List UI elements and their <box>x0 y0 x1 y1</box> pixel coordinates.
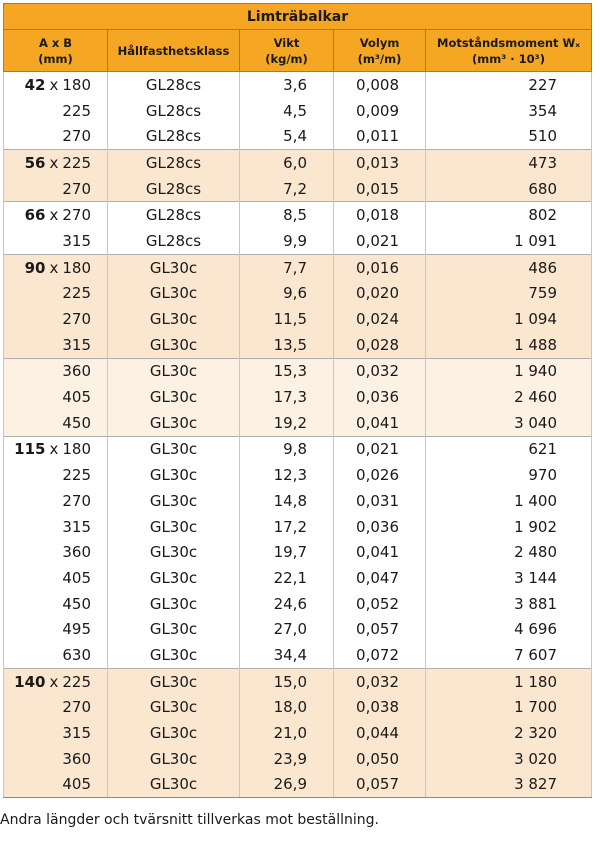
table-row <box>4 72 592 98</box>
table-row <box>4 746 592 772</box>
table-row <box>4 514 592 540</box>
cell-volume: 0,018 <box>334 202 426 228</box>
cell-grade: GL30c <box>108 565 240 591</box>
cell-separator: x <box>49 672 59 691</box>
cell-weight: 23,9 <box>240 746 334 772</box>
table-row <box>4 98 592 124</box>
cell-height-b: 270 <box>62 206 91 225</box>
cell-volume: 0,036 <box>334 384 426 410</box>
cell-moment: 970 <box>426 462 592 488</box>
cell-volume: 0,050 <box>334 746 426 772</box>
cell-height-b: 405 <box>62 568 91 587</box>
cell-grade: GL30c <box>108 642 240 668</box>
cell-moment: 227 <box>426 72 592 98</box>
cell-weight: 9,9 <box>240 228 334 254</box>
table-title: Limträbalkar <box>4 4 592 30</box>
header-weight <box>240 30 334 72</box>
cell-height-b: 315 <box>62 231 91 250</box>
cell-separator: x <box>49 206 59 225</box>
cell-moment: 759 <box>426 281 592 307</box>
cell-grade: GL30c <box>108 514 240 540</box>
cell-grade: GL30c <box>108 332 240 358</box>
header-dimensions <box>4 30 108 72</box>
cell-dimensions <box>4 668 108 694</box>
cell-volume: 0,044 <box>334 720 426 746</box>
cell-height-b: 180 <box>62 75 91 94</box>
cell-weight: 26,9 <box>240 772 334 798</box>
cell-moment: 680 <box>426 176 592 202</box>
cell-height-b: 315 <box>62 517 91 536</box>
cell-height-b: 495 <box>62 620 91 639</box>
cell-dimensions <box>4 332 108 358</box>
header-weight-label: Vikt <box>273 35 300 50</box>
cell-moment: 1 700 <box>426 695 592 721</box>
cell-weight: 19,7 <box>240 539 334 565</box>
cell-dimensions <box>4 410 108 436</box>
cell-dimensions <box>4 384 108 410</box>
cell-moment: 2 460 <box>426 384 592 410</box>
cell-volume: 0,021 <box>334 436 426 462</box>
cell-grade: GL28cs <box>108 123 240 149</box>
cell-volume: 0,009 <box>334 98 426 124</box>
cell-width-a: 56 <box>24 153 46 172</box>
cell-grade: GL28cs <box>108 72 240 98</box>
cell-height-b: 450 <box>62 413 91 432</box>
table-row <box>4 123 592 149</box>
cell-height-b: 360 <box>62 749 91 768</box>
table-row <box>4 150 592 176</box>
cell-moment: 510 <box>426 123 592 149</box>
cell-height-b: 360 <box>62 543 91 562</box>
header-moment <box>426 30 592 72</box>
beam-table-container <box>3 3 591 798</box>
table-row <box>4 616 592 642</box>
cell-volume: 0,032 <box>334 668 426 694</box>
cell-grade: GL30c <box>108 695 240 721</box>
header-volume <box>334 30 426 72</box>
table-row <box>4 772 592 798</box>
cell-grade: GL30c <box>108 720 240 746</box>
cell-dimensions <box>4 642 108 668</box>
cell-volume: 0,013 <box>334 150 426 176</box>
cell-volume: 0,041 <box>334 410 426 436</box>
header-volume-label: Volym <box>359 35 400 50</box>
table-row <box>4 202 592 228</box>
cell-moment: 1 091 <box>426 228 592 254</box>
cell-dimensions <box>4 695 108 721</box>
cell-moment: 3 144 <box>426 565 592 591</box>
table-body <box>4 72 592 798</box>
cell-weight: 34,4 <box>240 642 334 668</box>
cell-grade: GL30c <box>108 746 240 772</box>
cell-height-b: 405 <box>62 775 91 794</box>
table-row <box>4 642 592 668</box>
cell-weight: 24,6 <box>240 591 334 617</box>
cell-separator: x <box>49 440 59 459</box>
cell-grade: GL30c <box>108 254 240 280</box>
cell-weight: 22,1 <box>240 565 334 591</box>
cell-dimensions <box>4 565 108 591</box>
cell-volume: 0,052 <box>334 591 426 617</box>
cell-weight: 9,6 <box>240 281 334 307</box>
cell-width-a: 90 <box>24 258 46 277</box>
cell-moment: 1 902 <box>426 514 592 540</box>
cell-volume: 0,038 <box>334 695 426 721</box>
cell-height-b: 360 <box>62 362 91 381</box>
cell-height-b: 225 <box>62 153 91 172</box>
cell-dimensions <box>4 514 108 540</box>
cell-dimensions <box>4 358 108 384</box>
cell-weight: 12,3 <box>240 462 334 488</box>
table-row <box>4 436 592 462</box>
cell-grade: GL30c <box>108 539 240 565</box>
header-dimensions-unit: (mm) <box>38 51 73 66</box>
cell-grade: GL30c <box>108 358 240 384</box>
cell-separator: x <box>49 153 59 172</box>
cell-height-b: 630 <box>62 645 91 664</box>
cell-height-b: 315 <box>62 724 91 743</box>
cell-grade: GL30c <box>108 772 240 798</box>
cell-volume: 0,020 <box>334 281 426 307</box>
cell-height-b: 225 <box>62 284 91 303</box>
cell-moment: 2 480 <box>426 539 592 565</box>
cell-weight: 14,8 <box>240 488 334 514</box>
cell-volume: 0,015 <box>334 176 426 202</box>
header-dimensions-label: A x B <box>38 35 73 50</box>
cell-weight: 5,4 <box>240 123 334 149</box>
cell-height-b: 405 <box>62 388 91 407</box>
cell-width-a: 42 <box>24 75 46 94</box>
cell-dimensions <box>4 746 108 772</box>
cell-height-b: 225 <box>62 466 91 485</box>
cell-dimensions <box>4 123 108 149</box>
cell-volume: 0,031 <box>334 488 426 514</box>
cell-grade: GL30c <box>108 384 240 410</box>
cell-width-a: 140 <box>14 672 46 691</box>
cell-weight: 17,3 <box>240 384 334 410</box>
header-weight-unit: (kg/m) <box>265 51 308 66</box>
header-volume-unit: (m³/m) <box>357 51 402 66</box>
cell-dimensions <box>4 150 108 176</box>
cell-volume: 0,041 <box>334 539 426 565</box>
cell-width-a: 115 <box>14 440 46 459</box>
table-row <box>4 565 592 591</box>
cell-grade: GL30c <box>108 591 240 617</box>
cell-weight: 6,0 <box>240 150 334 176</box>
cell-moment: 802 <box>426 202 592 228</box>
cell-weight: 18,0 <box>240 695 334 721</box>
header-moment-label: Motståndsmoment Wₓ <box>437 35 580 50</box>
cell-dimensions <box>4 720 108 746</box>
header-moment-unit: (mm³ · 10³) <box>472 51 545 66</box>
cell-weight: 17,2 <box>240 514 334 540</box>
cell-dimensions <box>4 281 108 307</box>
cell-weight: 21,0 <box>240 720 334 746</box>
cell-height-b: 450 <box>62 594 91 613</box>
cell-grade: GL30c <box>108 410 240 436</box>
cell-moment: 1 094 <box>426 306 592 332</box>
table-row <box>4 695 592 721</box>
cell-dimensions <box>4 436 108 462</box>
cell-volume: 0,047 <box>334 565 426 591</box>
table-row <box>4 488 592 514</box>
cell-moment: 486 <box>426 254 592 280</box>
cell-dimensions <box>4 72 108 98</box>
table-row <box>4 668 592 694</box>
table-row <box>4 591 592 617</box>
table-row <box>4 332 592 358</box>
cell-grade: GL28cs <box>108 228 240 254</box>
cell-grade: GL30c <box>108 281 240 307</box>
cell-weight: 15,0 <box>240 668 334 694</box>
cell-moment: 3 040 <box>426 410 592 436</box>
cell-dimensions <box>4 202 108 228</box>
table-row <box>4 720 592 746</box>
cell-moment: 3 020 <box>426 746 592 772</box>
cell-height-b: 270 <box>62 127 91 146</box>
table-row <box>4 254 592 280</box>
table-row <box>4 462 592 488</box>
cell-dimensions <box>4 228 108 254</box>
cell-dimensions <box>4 616 108 642</box>
cell-grade: GL30c <box>108 668 240 694</box>
cell-weight: 4,5 <box>240 98 334 124</box>
cell-volume: 0,008 <box>334 72 426 98</box>
footnote: Andra längder och tvärsnitt tillverkas mot beställning. <box>0 812 379 828</box>
table-row <box>4 228 592 254</box>
cell-moment: 621 <box>426 436 592 462</box>
cell-dimensions <box>4 772 108 798</box>
cell-moment: 4 696 <box>426 616 592 642</box>
cell-height-b: 180 <box>62 258 91 277</box>
cell-volume: 0,072 <box>334 642 426 668</box>
cell-height-b: 225 <box>62 101 91 120</box>
cell-moment: 1 400 <box>426 488 592 514</box>
cell-height-b: 315 <box>62 335 91 354</box>
cell-dimensions <box>4 176 108 202</box>
cell-volume: 0,016 <box>334 254 426 280</box>
cell-dimensions <box>4 98 108 124</box>
cell-grade: GL28cs <box>108 176 240 202</box>
cell-height-b: 270 <box>62 491 91 510</box>
cell-dimensions <box>4 462 108 488</box>
cell-volume: 0,057 <box>334 616 426 642</box>
cell-volume: 0,024 <box>334 306 426 332</box>
cell-weight: 15,3 <box>240 358 334 384</box>
cell-grade: GL28cs <box>108 202 240 228</box>
table-row <box>4 176 592 202</box>
beam-table <box>3 3 592 798</box>
cell-volume: 0,011 <box>334 123 426 149</box>
cell-height-b: 270 <box>62 698 91 717</box>
cell-moment: 3 881 <box>426 591 592 617</box>
cell-weight: 7,2 <box>240 176 334 202</box>
cell-volume: 0,021 <box>334 228 426 254</box>
cell-moment: 1 940 <box>426 358 592 384</box>
cell-dimensions <box>4 254 108 280</box>
cell-grade: GL30c <box>108 436 240 462</box>
cell-weight: 27,0 <box>240 616 334 642</box>
table-row <box>4 539 592 565</box>
cell-dimensions <box>4 539 108 565</box>
cell-height-b: 270 <box>62 179 91 198</box>
cell-height-b: 180 <box>62 440 91 459</box>
cell-grade: GL30c <box>108 306 240 332</box>
cell-volume: 0,026 <box>334 462 426 488</box>
cell-weight: 19,2 <box>240 410 334 436</box>
cell-dimensions <box>4 591 108 617</box>
table-row <box>4 306 592 332</box>
cell-width-a: 66 <box>24 206 46 225</box>
cell-grade: GL30c <box>108 616 240 642</box>
cell-grade: GL28cs <box>108 98 240 124</box>
cell-weight: 13,5 <box>240 332 334 358</box>
table-row <box>4 281 592 307</box>
cell-height-b: 225 <box>62 672 91 691</box>
cell-weight: 8,5 <box>240 202 334 228</box>
table-row <box>4 410 592 436</box>
cell-moment: 1 180 <box>426 668 592 694</box>
cell-dimensions <box>4 306 108 332</box>
cell-grade: GL30c <box>108 488 240 514</box>
cell-grade: GL28cs <box>108 150 240 176</box>
cell-moment: 2 320 <box>426 720 592 746</box>
cell-moment: 1 488 <box>426 332 592 358</box>
cell-moment: 7 607 <box>426 642 592 668</box>
cell-separator: x <box>49 75 59 94</box>
header-grade: Hållfasthetsklass <box>108 30 240 72</box>
table-row <box>4 358 592 384</box>
cell-weight: 11,5 <box>240 306 334 332</box>
cell-weight: 9,8 <box>240 436 334 462</box>
cell-moment: 354 <box>426 98 592 124</box>
cell-dimensions <box>4 488 108 514</box>
cell-grade: GL30c <box>108 462 240 488</box>
cell-height-b: 270 <box>62 310 91 329</box>
cell-moment: 473 <box>426 150 592 176</box>
cell-weight: 3,6 <box>240 72 334 98</box>
cell-volume: 0,032 <box>334 358 426 384</box>
cell-volume: 0,057 <box>334 772 426 798</box>
cell-moment: 3 827 <box>426 772 592 798</box>
cell-volume: 0,028 <box>334 332 426 358</box>
cell-separator: x <box>49 258 59 277</box>
table-row <box>4 384 592 410</box>
cell-weight: 7,7 <box>240 254 334 280</box>
cell-volume: 0,036 <box>334 514 426 540</box>
